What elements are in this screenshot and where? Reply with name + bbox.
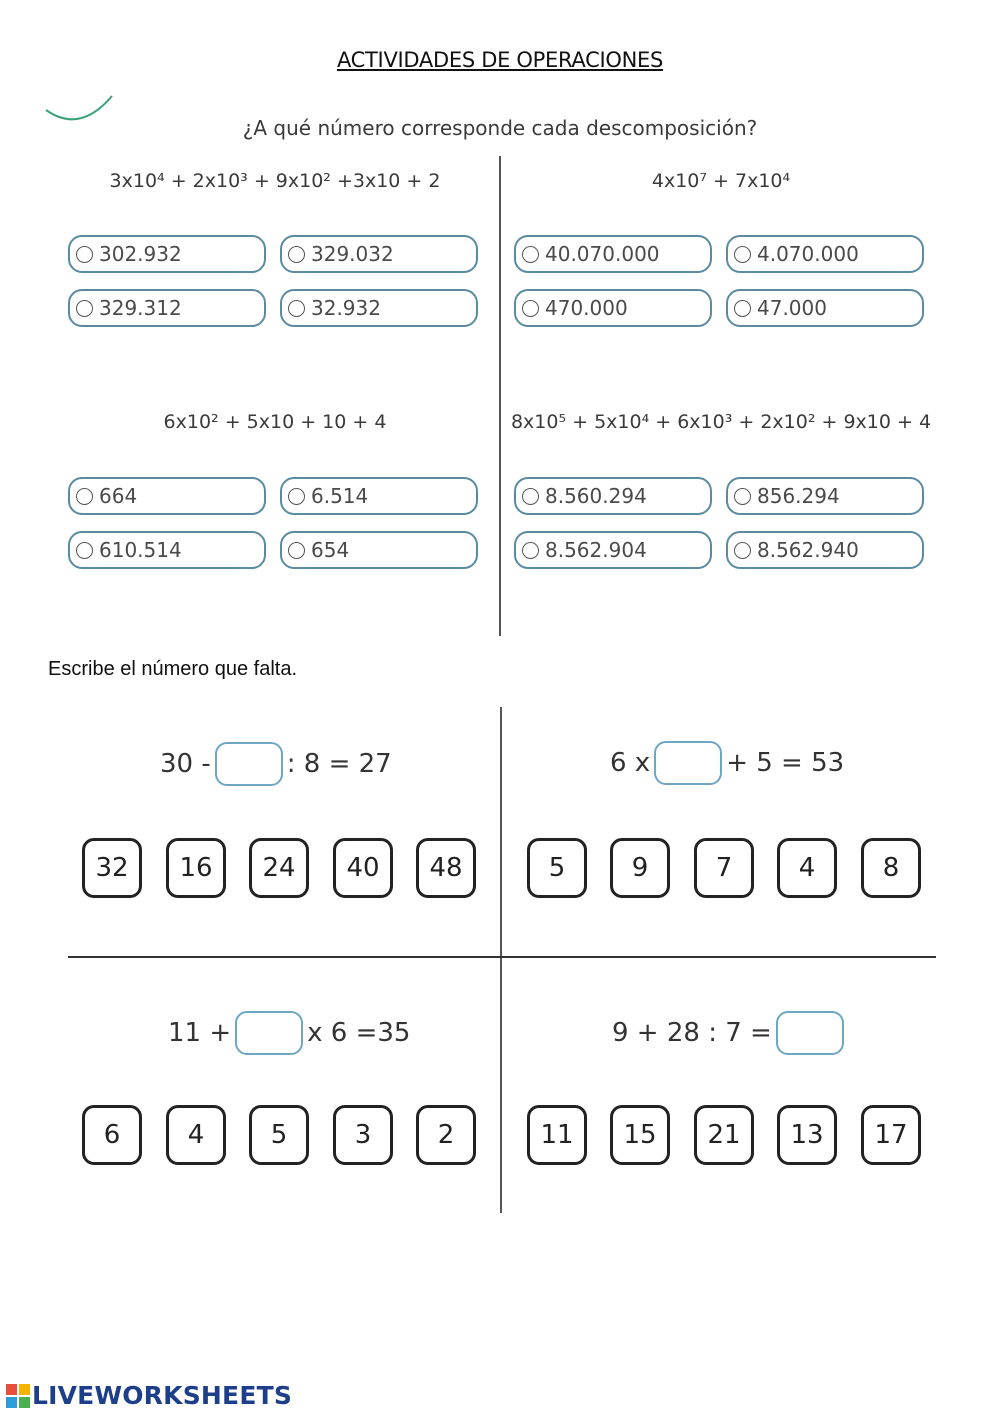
equation-4-choice-4[interactable]: 13 bbox=[777, 1105, 837, 1165]
section1-question: ¿A qué número corresponde cada descomposición? bbox=[242, 116, 758, 140]
equation-3-choice-3[interactable]: 5 bbox=[249, 1105, 309, 1165]
equation-1-choice-2[interactable]: 16 bbox=[166, 838, 226, 898]
exercise-1-option-1[interactable] bbox=[68, 235, 266, 273]
option-label: 664 bbox=[99, 484, 138, 508]
exercise-1-option-3[interactable] bbox=[68, 289, 266, 327]
option-label: 856.294 bbox=[757, 484, 840, 508]
equation-3 bbox=[168, 1008, 410, 1058]
radio-icon[interactable] bbox=[522, 246, 539, 263]
equation-2-choice-4[interactable]: 4 bbox=[777, 838, 837, 898]
exercise-3-option-2[interactable] bbox=[280, 477, 478, 515]
equation-4-answer-blank[interactable] bbox=[776, 1011, 844, 1055]
equation-2-choice-5[interactable]: 8 bbox=[861, 838, 921, 898]
equation-2-choice-3[interactable]: 7 bbox=[694, 838, 754, 898]
exercise-3-option-4[interactable] bbox=[280, 531, 478, 569]
equation-1 bbox=[160, 739, 392, 789]
radio-icon[interactable] bbox=[734, 488, 751, 505]
equation-2-choice-1[interactable]: 5 bbox=[527, 838, 587, 898]
equation-3-choice-5[interactable]: 2 bbox=[416, 1105, 476, 1165]
equation-3-left: 11 + bbox=[168, 1018, 232, 1048]
option-label: 8.562.904 bbox=[545, 538, 647, 562]
radio-icon[interactable] bbox=[522, 542, 539, 559]
exercise-1-expression: 3x10⁴ + 2x10³ + 9x10² +3x10 + 2 bbox=[109, 170, 441, 192]
equation-2-left: 6 x bbox=[610, 748, 651, 778]
section1-divider bbox=[499, 156, 501, 636]
radio-icon[interactable] bbox=[288, 300, 305, 317]
option-label: 47.000 bbox=[757, 296, 827, 320]
radio-icon[interactable] bbox=[288, 246, 305, 263]
radio-icon[interactable] bbox=[288, 488, 305, 505]
equation-3-choice-4[interactable]: 3 bbox=[333, 1105, 393, 1165]
equation-2-right: + 5 = 53 bbox=[726, 748, 845, 778]
option-label: 8.560.294 bbox=[545, 484, 647, 508]
equation-2-answer-blank[interactable] bbox=[654, 741, 722, 785]
equation-1-choice-3[interactable]: 24 bbox=[249, 838, 309, 898]
equation-1-choice-5[interactable]: 48 bbox=[416, 838, 476, 898]
exercise-3-expression: 6x10² + 5x10 + 10 + 4 bbox=[163, 411, 387, 433]
option-label: 654 bbox=[311, 538, 350, 562]
page-title: ACTIVIDADES DE OPERACIONES bbox=[336, 48, 664, 72]
radio-icon[interactable] bbox=[288, 542, 305, 559]
equation-1-choice-1[interactable]: 32 bbox=[82, 838, 142, 898]
exercise-3-option-1[interactable] bbox=[68, 477, 266, 515]
equation-4 bbox=[612, 1008, 848, 1058]
exercise-4-option-3[interactable] bbox=[514, 531, 712, 569]
exercise-4-option-2[interactable] bbox=[726, 477, 924, 515]
equation-3-choice-2[interactable]: 4 bbox=[166, 1105, 226, 1165]
exercise-3-option-3[interactable] bbox=[68, 531, 266, 569]
option-label: 610.514 bbox=[99, 538, 182, 562]
option-label: 40.070.000 bbox=[545, 242, 660, 266]
equation-4-choice-3[interactable]: 21 bbox=[694, 1105, 754, 1165]
option-label: 302.932 bbox=[99, 242, 182, 266]
equation-2 bbox=[610, 738, 844, 788]
exercise-1-option-2[interactable] bbox=[280, 235, 478, 273]
section2-instruction: Escribe el número que falta. bbox=[48, 658, 298, 680]
section2-horizontal-divider bbox=[68, 956, 936, 958]
exercise-2-option-3[interactable] bbox=[514, 289, 712, 327]
radio-icon[interactable] bbox=[76, 246, 93, 263]
exercise-2-option-4[interactable] bbox=[726, 289, 924, 327]
equation-1-right: : 8 = 27 bbox=[286, 749, 392, 779]
section2-vertical-divider bbox=[500, 707, 502, 1213]
exercise-2-expression: 4x10⁷ + 7x10⁴ bbox=[651, 170, 791, 192]
radio-icon[interactable] bbox=[734, 542, 751, 559]
equation-4-left: 9 + 28 : 7 = bbox=[612, 1018, 772, 1048]
equation-4-choice-5[interactable]: 17 bbox=[861, 1105, 921, 1165]
radio-icon[interactable] bbox=[76, 542, 93, 559]
option-label: 6.514 bbox=[311, 484, 369, 508]
exercise-4-option-1[interactable] bbox=[514, 477, 712, 515]
equation-2-choice-2[interactable]: 9 bbox=[610, 838, 670, 898]
equation-1-answer-blank[interactable] bbox=[215, 742, 283, 786]
option-label: 329.032 bbox=[311, 242, 394, 266]
equation-1-choice-4[interactable]: 40 bbox=[333, 838, 393, 898]
exercise-4-expression: 8x10⁵ + 5x10⁴ + 6x10³ + 2x10² + 9x10 + 4 bbox=[510, 411, 932, 433]
radio-icon[interactable] bbox=[522, 300, 539, 317]
exercise-4-option-4[interactable] bbox=[726, 531, 924, 569]
equation-1-left: 30 - bbox=[160, 749, 211, 779]
exercise-2-option-1[interactable] bbox=[514, 235, 712, 273]
radio-icon[interactable] bbox=[734, 246, 751, 263]
logo-blocks-icon bbox=[6, 1384, 30, 1408]
liveworksheets-logo bbox=[6, 1381, 292, 1410]
option-label: 470.000 bbox=[545, 296, 628, 320]
option-label: 32.932 bbox=[311, 296, 381, 320]
logo-text: LIVEWORKSHEETS bbox=[32, 1381, 293, 1410]
radio-icon[interactable] bbox=[522, 488, 539, 505]
equation-3-answer-blank[interactable] bbox=[235, 1011, 303, 1055]
option-label: 329.312 bbox=[99, 296, 182, 320]
option-label: 4.070.000 bbox=[757, 242, 859, 266]
radio-icon[interactable] bbox=[76, 300, 93, 317]
equation-3-choice-1[interactable]: 6 bbox=[82, 1105, 142, 1165]
exercise-1-option-4[interactable] bbox=[280, 289, 478, 327]
exercise-2-option-2[interactable] bbox=[726, 235, 924, 273]
equation-4-choice-1[interactable]: 11 bbox=[527, 1105, 587, 1165]
radio-icon[interactable] bbox=[734, 300, 751, 317]
equation-4-choice-2[interactable]: 15 bbox=[610, 1105, 670, 1165]
radio-icon[interactable] bbox=[76, 488, 93, 505]
equation-3-right: x 6 =35 bbox=[307, 1018, 411, 1048]
option-label: 8.562.940 bbox=[757, 538, 859, 562]
